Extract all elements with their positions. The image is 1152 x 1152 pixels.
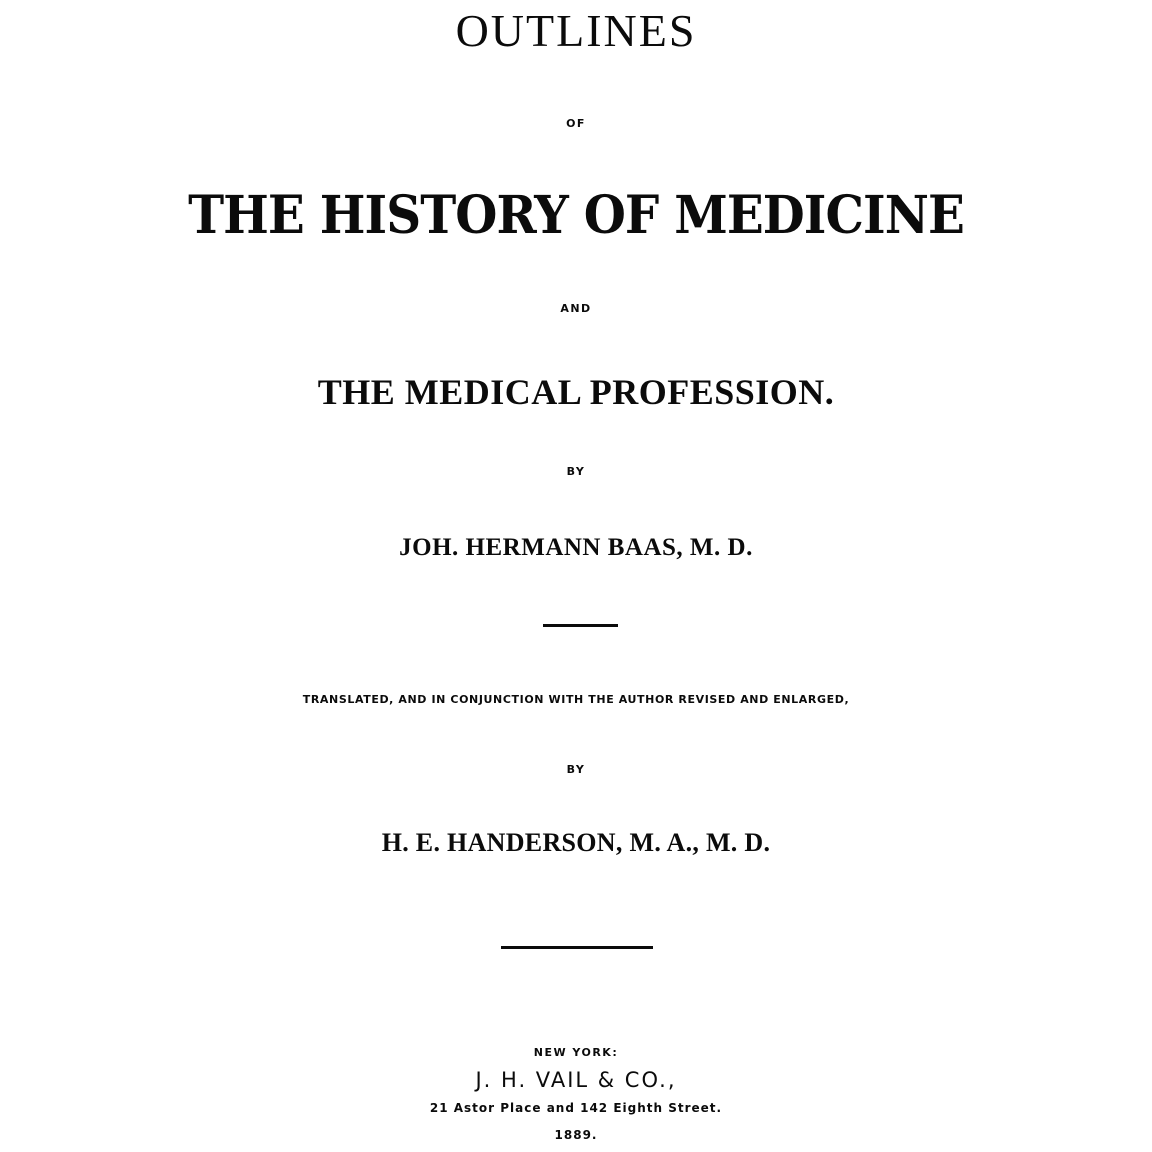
main-title: THE HISTORY OF MEDICINE <box>188 185 964 246</box>
connector-of: OF <box>566 117 586 130</box>
imprint-address: 21 Astor Place and 142 Eighth Street. <box>429 1101 723 1115</box>
connector-and: AND <box>560 302 592 315</box>
translator-name: H. E. HANDERSON, M. A., M. D. <box>381 828 771 857</box>
imprint-city: NEW YORK: <box>533 1046 619 1059</box>
imprint-year: 1889. <box>554 1128 598 1142</box>
subtitle: THE MEDICAL PROFESSION. <box>317 372 835 412</box>
author-name: JOH. HERMANN BAAS, M. D. <box>399 534 753 561</box>
by-author-label: BY <box>566 465 586 478</box>
divider-rule <box>543 624 618 627</box>
by-translator-label: BY <box>566 763 586 776</box>
title-outlines: OUTLINES <box>455 5 697 56</box>
imprint-publisher: J. H. VAIL & CO., <box>475 1068 677 1092</box>
divider-rule-long <box>501 946 653 949</box>
translation-note: TRANSLATED, AND IN CONJUNCTION WITH THE AUTHOR REVISED AND ENLARGED, <box>302 693 850 706</box>
